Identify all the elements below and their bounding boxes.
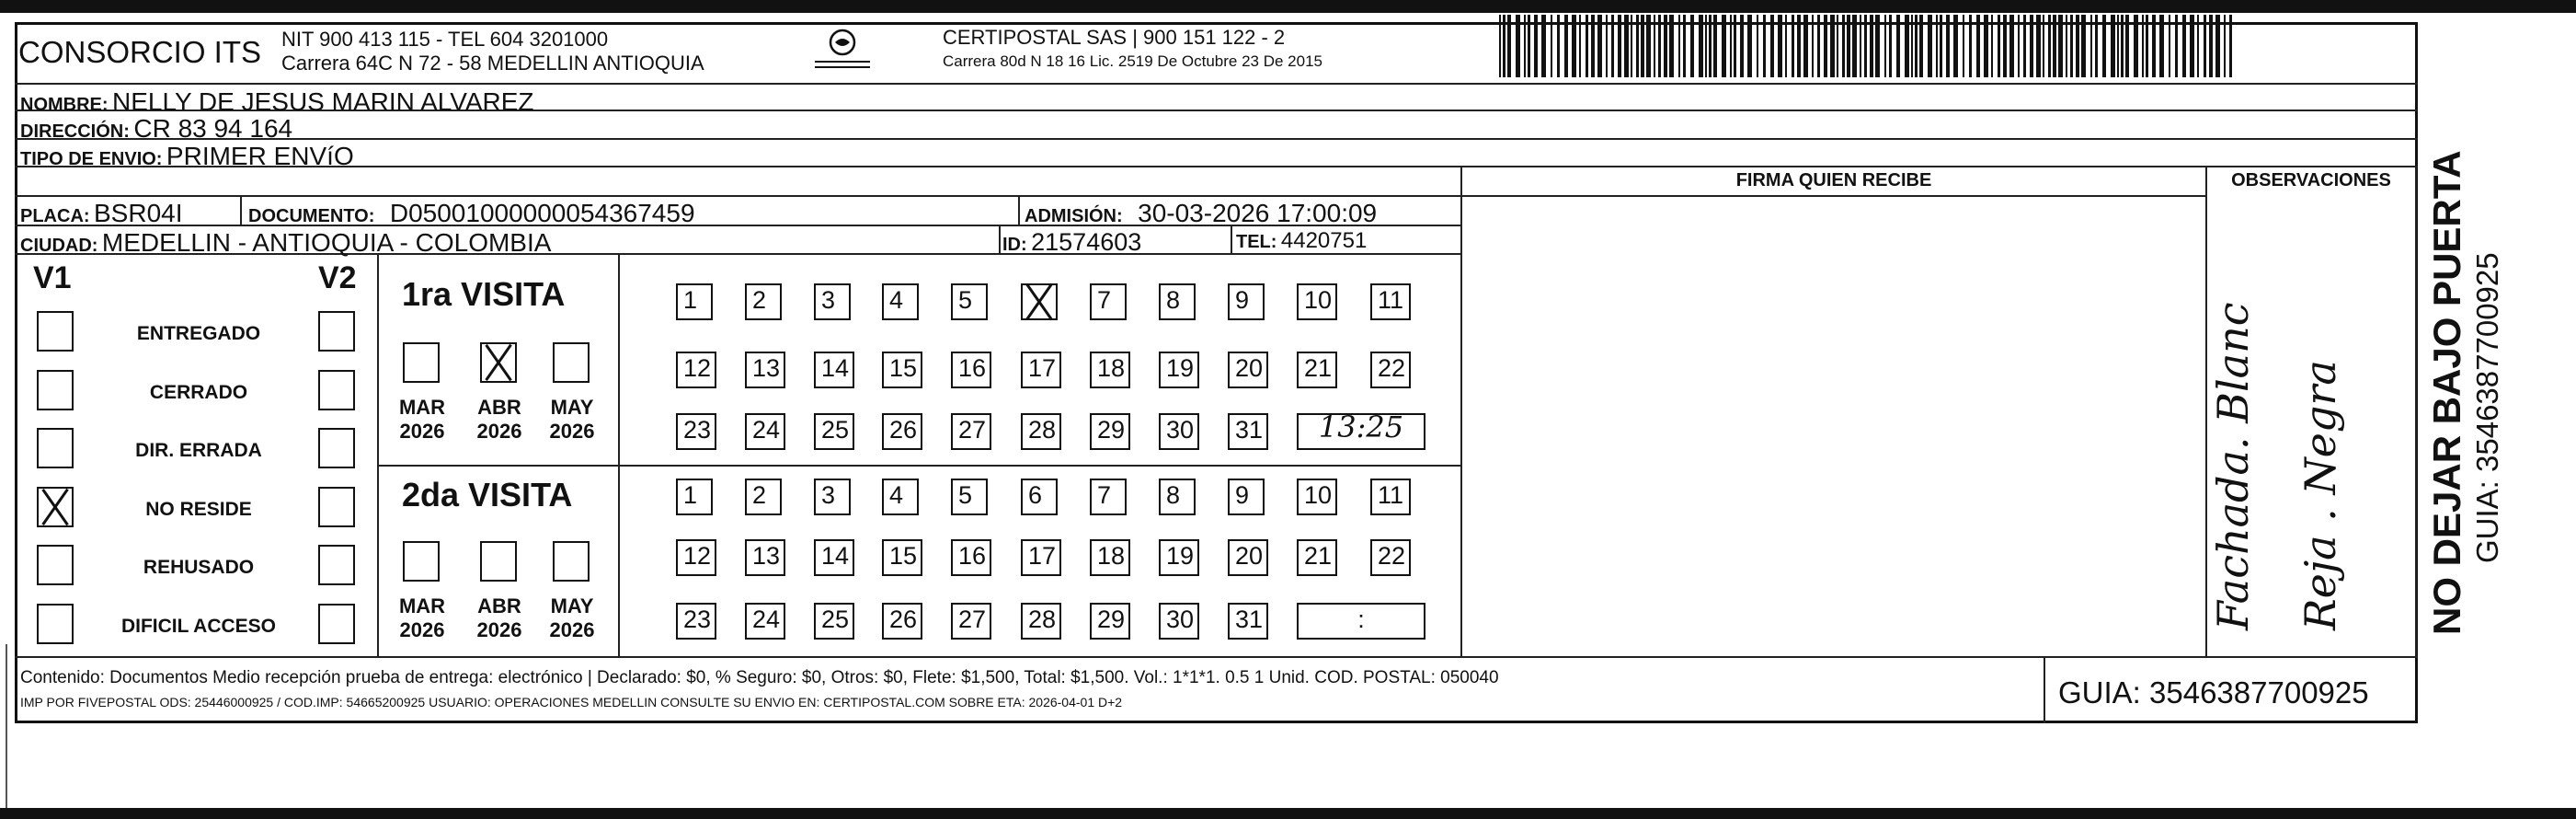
visit-month-label: ABR	[477, 396, 521, 419]
day-box[interactable]: 13	[745, 352, 785, 388]
admission-value: 30-03-2026 17:00:09	[1138, 199, 1378, 227]
day-box[interactable]: 25	[814, 603, 854, 640]
day-box[interactable]: 20	[1228, 539, 1268, 576]
day-box[interactable]: 26	[882, 603, 922, 640]
name-field	[20, 89, 534, 115]
status-v2-checkbox[interactable]	[318, 428, 355, 468]
day-box[interactable]: 16	[951, 539, 991, 576]
handwritten-observation-gate: Reja . Negra	[2296, 360, 2345, 630]
day-box[interactable]: 29	[1090, 413, 1130, 450]
status-v2-checkbox[interactable]	[318, 487, 355, 527]
tel-value: 4420751	[1280, 228, 1368, 253]
plate-field	[20, 201, 183, 226]
margin-line	[6, 644, 7, 810]
day-box[interactable]: 30	[1159, 413, 1199, 450]
day-box[interactable]: 11	[1370, 283, 1411, 320]
day-box[interactable]: 12	[676, 539, 716, 576]
day-box[interactable]: 20	[1228, 352, 1268, 388]
day-box[interactable]: 29	[1090, 603, 1130, 640]
shipment-type-value: PRIMER ENVíO	[166, 142, 354, 170]
day-box[interactable]: 31	[1228, 413, 1268, 450]
visit-month-checkbox[interactable]	[480, 541, 517, 582]
day-box[interactable]: 4	[882, 283, 919, 320]
side-tracking-number: GUIA: 3546387700925	[2470, 252, 2504, 563]
day-box[interactable]: 5	[951, 283, 988, 320]
day-box[interactable]: 8	[1159, 479, 1196, 515]
status-label: ENTREGADO	[136, 323, 261, 344]
day-box[interactable]: 1	[676, 283, 713, 320]
day-box[interactable]	[1021, 283, 1058, 320]
day-box[interactable]: 19	[1159, 539, 1199, 576]
status-label: CERRADO	[149, 382, 248, 403]
visit-time-box[interactable]: 13:25	[1297, 413, 1425, 450]
status-label: NO RESIDE	[145, 499, 252, 520]
status-v1-checkbox[interactable]	[37, 604, 74, 644]
status-v1-checkbox[interactable]	[37, 545, 74, 585]
shipment-type-label: TIPO DE ENVIO:	[20, 149, 163, 169]
v2-header: V2	[318, 260, 357, 295]
visit-year-label: 2026	[549, 618, 595, 641]
day-box[interactable]: 7	[1090, 479, 1127, 515]
day-box[interactable]: 22	[1370, 352, 1411, 388]
day-box[interactable]: 8	[1159, 283, 1196, 320]
city-value: MEDELLIN - ANTIOQUIA - COLOMBIA	[101, 228, 552, 257]
day-box[interactable]: 9	[1228, 283, 1265, 320]
day-box[interactable]: 16	[951, 352, 991, 388]
admission-label: ADMISIÓN:	[1025, 206, 1123, 226]
day-box[interactable]: 18	[1090, 352, 1130, 388]
company-address: Carrera 64C N 72 - 58 MEDELLIN ANTIOQUIA	[281, 52, 704, 75]
visit-month-label: MAY	[550, 594, 594, 617]
day-box[interactable]: 22	[1370, 539, 1411, 576]
document-label: DOCUMENTO:	[248, 206, 375, 226]
city-label: CIUDAD:	[20, 236, 98, 256]
visit-time-box[interactable]: :	[1297, 603, 1425, 640]
day-box[interactable]: 11	[1370, 479, 1411, 515]
tel-field	[1236, 230, 1367, 252]
visit-month-label: MAR	[398, 594, 446, 617]
footer-tracking-number: GUIA: 3546387700925	[2058, 675, 2369, 709]
visit-year-label: 2026	[549, 420, 595, 443]
carrier-name: CERTIPOSTAL SAS | 900 151 122 - 2	[943, 26, 1286, 49]
tel-label: TEL:	[1236, 232, 1277, 252]
day-box[interactable]: 5	[951, 479, 988, 515]
do-not-leave-under-door-notice: NO DEJAR BAJO PUERTA	[2425, 150, 2468, 635]
carrier-address: Carrera 80d N 18 16 Lic. 2519 De Octubre 23 De 2015	[943, 52, 1322, 70]
visit-year-label: 2026	[399, 618, 445, 641]
footer-contents: Contenido: Documentos Medio recepción prueba de entrega: electrónico | Declarado: $0, % Seguro: $0, Otros: $0, Flete: $1,500, Total: $1,500. Vol.: 1*1*1. 0.5 1 Unid. COD. POSTAL: 050040	[20, 668, 1499, 687]
day-box[interactable]: 10	[1297, 283, 1337, 320]
day-box[interactable]: 15	[882, 352, 922, 388]
top-edge-bar	[0, 0, 2576, 13]
day-box[interactable]: 27	[951, 413, 991, 450]
id-value: 21574603	[1031, 228, 1142, 256]
recipient-signature-label: FIRMA QUIEN RECIBE	[1735, 170, 1932, 190]
day-box[interactable]: 24	[745, 413, 785, 450]
status-v1-checkbox[interactable]	[37, 311, 74, 352]
delivery-form	[15, 22, 2418, 723]
status-v2-checkbox[interactable]	[318, 545, 355, 585]
address-value: CR 83 94 164	[133, 114, 293, 143]
company-nit: NIT 900 413 115 - TEL 604 3201000	[281, 28, 609, 51]
visit-month-checkbox[interactable]	[553, 342, 590, 383]
document-value: D05001000000054367459	[389, 199, 695, 227]
status-v1-checkbox[interactable]	[37, 370, 74, 410]
day-box[interactable]: 9	[1228, 479, 1265, 515]
plate-value: BSR04I	[94, 199, 183, 227]
day-box[interactable]: 6	[1021, 479, 1058, 515]
day-box[interactable]: 2	[745, 283, 782, 320]
company-name: CONSORCIO ITS	[18, 35, 262, 69]
name-label: NOMBRE:	[20, 95, 109, 115]
day-box[interactable]: 18	[1090, 539, 1130, 576]
status-label: REHUSADO	[143, 557, 255, 578]
visit-month-checkbox[interactable]	[403, 541, 440, 582]
observations-label: OBSERVACIONES	[2231, 170, 2391, 190]
day-box[interactable]: 25	[814, 413, 854, 450]
name-value: NELLY DE JESUS MARIN ALVAREZ	[112, 87, 534, 116]
day-box[interactable]: 1	[676, 479, 713, 515]
v1-header: V1	[33, 260, 72, 295]
status-label: DIR. ERRADA	[135, 440, 262, 461]
day-box[interactable]: 3	[814, 479, 851, 515]
day-box[interactable]: 7	[1090, 283, 1127, 320]
day-box[interactable]: 28	[1021, 413, 1061, 450]
day-box[interactable]: 3	[814, 283, 851, 320]
first-visit-title: 1ra VISITA	[402, 275, 566, 313]
city-field	[20, 230, 551, 256]
day-box[interactable]: 21	[1297, 539, 1337, 576]
day-box[interactable]: 14	[814, 352, 854, 388]
footer-print-info: IMP POR FIVEPOSTAL ODS: 25446000925 / COD.IMP: 54665200925 USUARIO: OPERACIONES MEDELLIN CONSULTE SU ENVIO EN: CERTIPOSTAL.COM SOBRE ETA: 2026-04-01 D+2	[20, 695, 1123, 709]
visit-month-label: MAY	[550, 396, 594, 419]
day-box[interactable]: 30	[1159, 603, 1199, 640]
day-box[interactable]: 23	[676, 413, 716, 450]
visit-year-label: 2026	[399, 420, 445, 443]
day-box[interactable]: 24	[745, 603, 785, 640]
visit-month-label: MAR	[398, 396, 446, 419]
address-field	[20, 116, 292, 142]
status-v2-checkbox[interactable]	[318, 311, 355, 352]
visit-month-checkbox[interactable]	[480, 342, 517, 383]
day-box[interactable]: 26	[882, 413, 922, 450]
visit-month-checkbox[interactable]	[553, 541, 590, 582]
day-box[interactable]: 17	[1021, 539, 1061, 576]
day-box[interactable]: 2	[745, 479, 782, 515]
document-field	[248, 201, 695, 226]
day-box[interactable]: 19	[1159, 352, 1199, 388]
plate-label: PLACA:	[20, 206, 90, 226]
day-box[interactable]: 17	[1021, 352, 1061, 388]
status-v1-checkbox[interactable]	[37, 428, 74, 468]
address-label: DIRECCIÓN:	[20, 121, 130, 142]
status-label: DIFICIL ACCESO	[120, 616, 276, 637]
day-box[interactable]: 15	[882, 539, 922, 576]
day-box[interactable]: 14	[814, 539, 854, 576]
day-box[interactable]: 13	[745, 539, 785, 576]
bottom-edge-bar	[0, 808, 2576, 819]
id-field	[1002, 230, 1141, 255]
visit-year-label: 2026	[476, 618, 522, 641]
day-box[interactable]: 12	[676, 352, 716, 388]
day-box[interactable]: 31	[1228, 603, 1268, 640]
day-box[interactable]: 28	[1021, 603, 1061, 640]
status-v1-checkbox[interactable]	[37, 487, 74, 527]
day-box[interactable]: 23	[676, 603, 716, 640]
id-label: ID:	[1002, 235, 1027, 255]
visit-month-label: ABR	[477, 594, 521, 617]
visit-month-checkbox[interactable]	[403, 342, 440, 383]
second-visit-title: 2da VISITA	[402, 476, 573, 513]
day-box[interactable]: 4	[882, 479, 919, 515]
shipment-type-field	[20, 144, 354, 169]
handwritten-observation-facade: Fachada. Blanc	[2208, 302, 2258, 630]
day-box[interactable]: 21	[1297, 352, 1337, 388]
status-v2-checkbox[interactable]	[318, 604, 355, 644]
status-v2-checkbox[interactable]	[318, 370, 355, 410]
admission-field	[1025, 201, 1377, 226]
day-box[interactable]: 27	[951, 603, 991, 640]
visit-year-label: 2026	[476, 420, 522, 443]
day-box[interactable]: 10	[1297, 479, 1337, 515]
